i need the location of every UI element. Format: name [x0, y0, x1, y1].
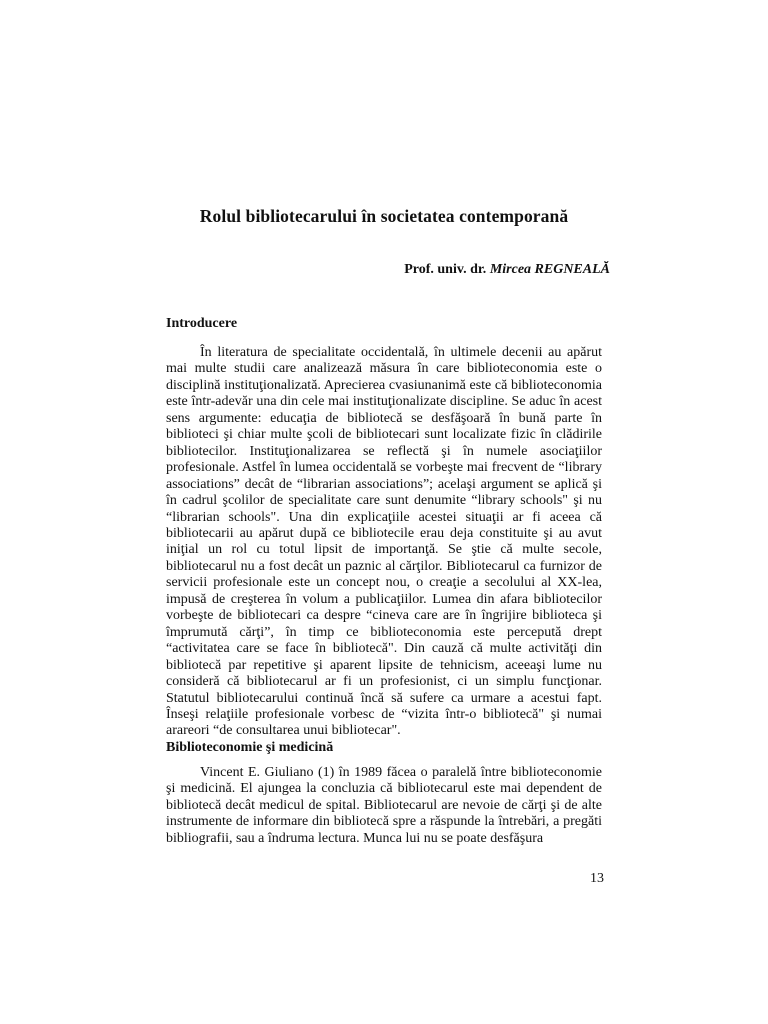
page-number: 13 [590, 871, 604, 886]
author-line [404, 262, 610, 278]
section-heading-introducere: Introducere [166, 316, 238, 331]
author-prefix: Prof. univ. dr. [404, 262, 490, 277]
author-name: Mircea REGNEALĂ [489, 262, 610, 277]
section-heading-biblioteconomie: Biblioteconomie şi medicină [166, 740, 334, 755]
article-title: Rolul bibliotecarului în societatea contemporană [199, 206, 569, 226]
section-paragraph-introducere: În literatura de specialitate occidentală, în ultimele decenii au apărut mai multe studii care analizează măsura în care biblioteconomia este o disciplină instituţionalizată. Aprecierea cvasiunanimă este că biblioteconomia este într-adevăr una din cele mai instituţionalizate discipline. Se aduc în acest sens argumente: educaţia de bibliotecă se desfăşoară în bună parte în biblioteci şi chiar multe şcoli de bibliotecari sunt localizate fizic în clădirile bibliotecilor. Instituţionalizarea se reflectă şi în numele asociaţiilor profesionale. Astfel în lumea occidentală se vorbeşte mai frecvent de “library associations” decât de “librarian associations”; acelaşi argument se aplică şi în cadrul şcolilor de specialitate care sunt denumite “library schools" şi nu “librarian schools". Una din explicaţiile acestei situaţii ar fi aceea că bibliotecarii au apărut după ce bibliotecile erau deja constituite şi au avut iniţial un rol cu totul lipsit de importanţă. Se ştie că multe secole, bibliotecarul nu a fost decât un paznic al cărţilor. Bibliotecarul ca furnizor de servicii profesionale este un concept nou, o creaţie a secolului al XX-lea, impusă de creşterea în volum a publicaţiilor. Lumea din afara bibliotecilor vorbeşte de bibliotecari ca despre “cineva care are în îngrijire biblioteca şi împrumută cărţi”, în timp ce biblioteconomia este percepută drept “activitatea care se face în bibliotecă". Din cauză că multe activităţi din bibliotecă par repetitive şi aparent lipsite de tehnicism, aceeaşi lume nu consideră că bibliotecarul ar fi un profesionist, ci un simplu funcţionar. Statutul bibliotecarului continuă încă să sufere ca urmare a acestui fapt. Înseşi relaţiile profesionale vorbesc de “vizita într-o bibliotecă" şi numai arareori “de consultarea unui bibliotecar". [166, 345, 602, 739]
section-paragraph-biblioteconomie: Vincent E. Giuliano (1) în 1989 făcea o paralelă între biblioteconomie şi medicină. El ajungea la concluzia că bibliotecarul este mai dependent de bibliotecă decât medicul de spital. Bibliotecarul are nevoie de cărţi şi de alte instrumente de informare din bibliotecă spre a răspunde la întrebări, a pregăti bibliografii, sau a îndruma lectura. Munca lui nu se poate desfăşura [166, 765, 602, 846]
